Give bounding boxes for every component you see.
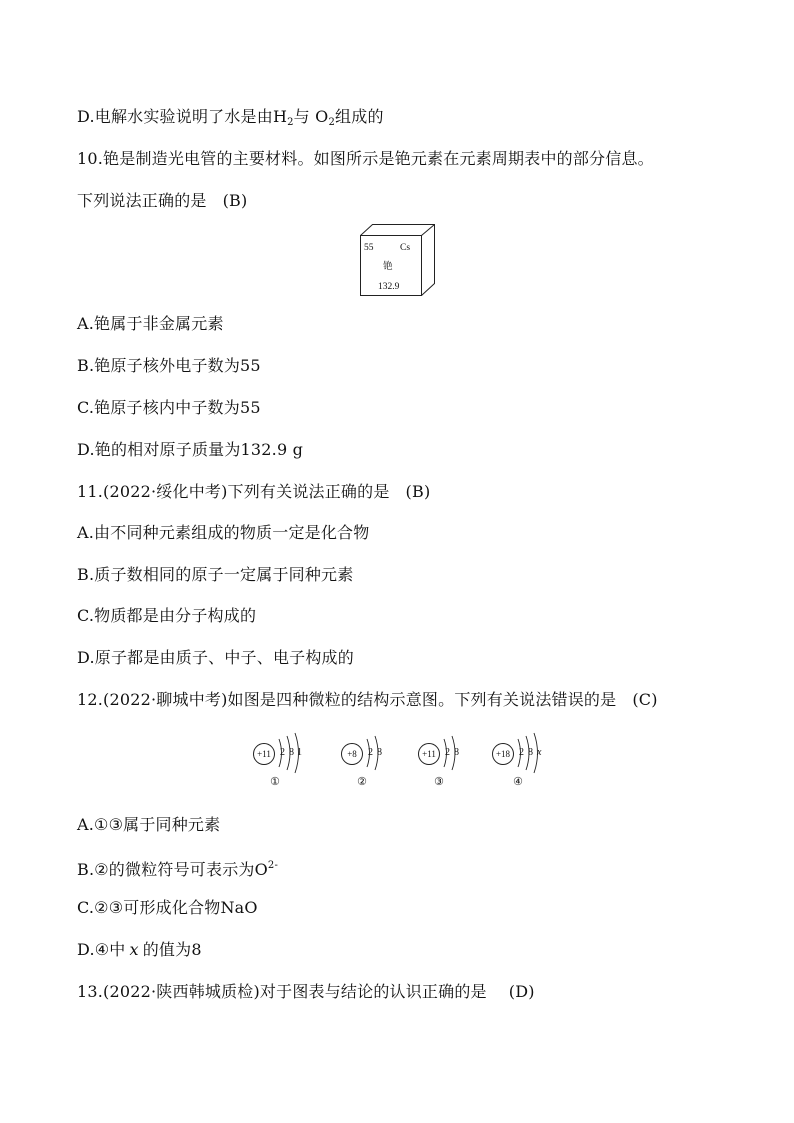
q11-option-c: C.物质都是由分子构成的 [77,606,257,625]
q9-d-after: 组成的 [335,107,384,126]
q9-d-mid: 与 O [293,107,329,126]
q10-option-d: D.铯的相对原子质量为132.9 g [77,440,304,459]
cesium-element-cell [360,224,436,296]
q11-option-d: D.原子都是由质子、中子、电子构成的 [77,648,354,667]
atom-diagram-2 [341,735,391,791]
q12-answer: (C) [632,690,658,709]
shell-electrons: 8 [454,747,459,758]
q9-option-d [77,107,384,133]
q12-option-a: A.①③属于同种元素 [77,815,221,834]
atom-diagram-4 [492,735,552,791]
shell-electrons-variable: x [537,747,542,758]
q11-answer: (B) [405,482,431,501]
nucleus: +18 [492,743,514,765]
q12-option-c: C.②③可形成化合物NaO [77,898,258,917]
q12-option-d [77,940,202,960]
q10-answer: (B) [222,191,248,210]
nucleus: +11 [253,743,275,765]
q9-d-before: D.电解水实验说明了水是由H [77,107,288,126]
nucleus: +8 [341,743,363,765]
shell-electrons: 2 [368,747,373,758]
variable-x: x [129,940,139,959]
q11-option-a: A.由不同种元素组成的物质一定是化合物 [77,523,370,542]
shell-electrons: 8 [528,747,533,758]
atom-label: ④ [513,775,523,788]
atom-diagram-3 [418,735,468,791]
q12-stem-text: 12.(2022·聊城中考)如图是四种微粒的结构示意图。下列有关说法错误的是 [77,690,617,709]
q11-option-b: B.质子数相同的原子一定属于同种元素 [77,565,354,584]
atomic-number: 55 [364,243,374,253]
nucleus: +11 [418,743,440,765]
atom-diagram-1 [253,735,313,791]
shell-electrons: 2 [445,747,450,758]
q12-b-text: B.②的微粒符号可表示为O [77,860,268,879]
atomic-mass: 132.9 [378,282,400,292]
q10-stem-text: 下列说法正确的是 [77,191,207,210]
subscript-2: 2 [287,117,294,128]
atom-label: ③ [434,775,444,788]
atom-label: ① [270,775,280,788]
shell-electrons: 8 [377,747,382,758]
element-name: 铯 [383,261,393,272]
shell-electrons: 2 [280,747,285,758]
element-symbol: Cs [400,243,411,253]
q10-option-c: C.铯原子核内中子数为55 [77,398,261,417]
q11-stem [77,482,430,502]
q13-stem [77,982,535,1002]
q10-option-a: A.铯属于非金属元素 [77,314,224,333]
q11-stem-text: 11.(2022·绥化中考)下列有关说法正确的是 [77,482,390,501]
q12-stem [77,690,658,710]
q10-option-b: B.铯原子核外电子数为55 [77,356,261,375]
subscript-2: 2 [328,117,336,128]
q12-d-before: D.④中 [77,940,126,959]
q12-option-b [77,856,278,880]
q10-stem-line2 [77,191,247,211]
q10-stem-line1: 10.铯是制造光电管的主要材料。如图所示是铯元素在元素周期表中的部分信息。 [77,149,654,168]
shell-electrons: 8 [289,747,294,758]
superscript-charge: 2- [267,860,279,871]
q13-stem-text: 13.(2022·陕西韩城质检)对于图表与结论的认识正确的是 [77,982,487,1001]
atom-label: ② [357,775,367,788]
shell-electrons: 2 [519,747,524,758]
q12-d-after: 的值为8 [142,940,202,959]
q13-answer: (D) [508,982,535,1001]
shell-electrons: 1 [297,747,302,758]
